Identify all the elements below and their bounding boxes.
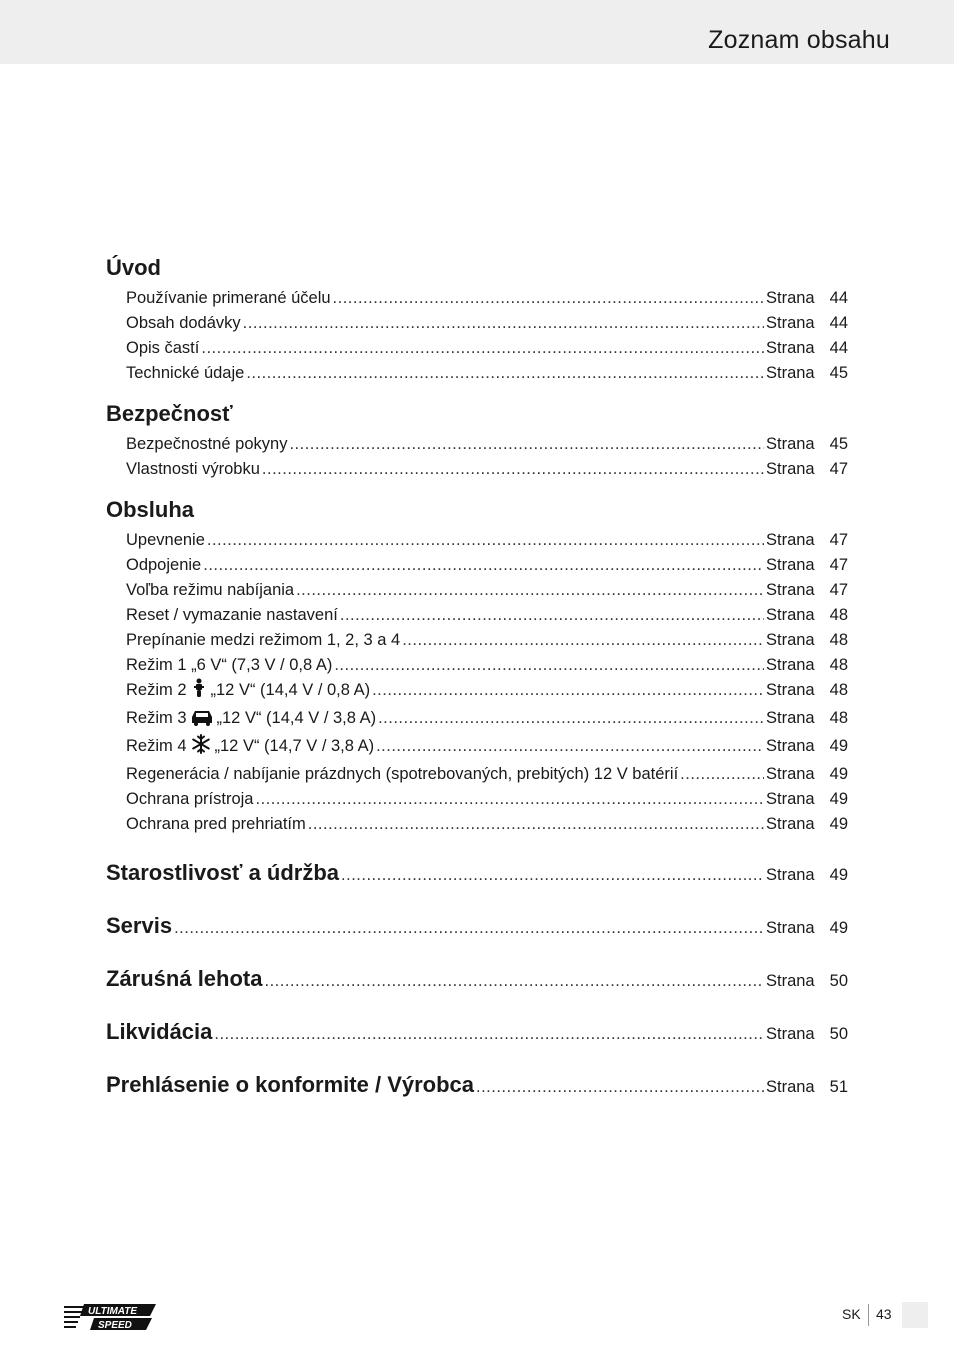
toc-entry-label: Starostlivosť a údržba [106, 860, 340, 885]
page-prefix: Strana [766, 737, 815, 755]
toc-entry-label: Ochrana pred prehriatím [126, 815, 306, 833]
dot-leader [264, 967, 764, 996]
toc-section [106, 400, 848, 482]
dot-leader [243, 311, 764, 336]
page-prefix: Strana [766, 631, 815, 649]
toc-entry[interactable] [106, 336, 848, 361]
toc-page-number: 47 [829, 531, 848, 549]
toc-entry-label: Prehlásenie o konformite / Výrobca [106, 1072, 475, 1097]
dot-leader [289, 432, 764, 457]
language-code: SK [842, 1306, 861, 1322]
page-prefix: Strana [766, 1078, 815, 1096]
toc-entry-label [126, 706, 376, 734]
toc-entry-label: Reset / vymazanie nastavení [126, 606, 338, 624]
car-icon [191, 708, 213, 734]
toc-entry-label: Režim 1 „6 V“ (7,3 V / 0,8 A) [126, 656, 333, 674]
dot-leader [680, 762, 764, 787]
toc-entry-label: Ochrana prístroja [126, 790, 254, 808]
toc-entry[interactable] [106, 311, 848, 336]
page-prefix: Strana [766, 790, 815, 808]
toc-entry[interactable] [106, 653, 848, 678]
toc-entry[interactable] [106, 1017, 848, 1049]
snowflake-icon [191, 734, 211, 762]
toc-entry-label: Upevnenie [126, 531, 205, 549]
toc-entry[interactable] [106, 787, 848, 812]
page-prefix: Strana [766, 556, 815, 574]
dot-leader [308, 812, 764, 837]
toc-page-number: 44 [829, 339, 848, 357]
toc-entry-label [126, 734, 374, 762]
dot-leader [174, 914, 764, 943]
toc-page-number: 44 [829, 289, 848, 307]
section-title[interactable]: Obsluha [106, 497, 195, 522]
toc-entry[interactable] [106, 361, 848, 386]
dot-leader [203, 553, 764, 578]
page-prefix: Strana [766, 1025, 815, 1043]
toc-page-number: 45 [829, 364, 848, 382]
dot-leader [201, 336, 764, 361]
page-prefix: Strana [766, 531, 815, 549]
toc-entry-label [126, 678, 370, 706]
footer-tab [902, 1302, 928, 1328]
page-prefix: Strana [766, 289, 815, 307]
page-prefix: Strana [766, 866, 815, 884]
dot-leader [340, 603, 764, 628]
page-prefix: Strana [766, 681, 815, 699]
page-prefix: Strana [766, 339, 815, 357]
page-title: Zoznam obsahu [708, 26, 890, 54]
toc-entry[interactable] [106, 628, 848, 653]
toc-page-number: 47 [829, 556, 848, 574]
toc-entry-label-pre: Režim 4 [126, 737, 187, 755]
toc-page-number: 45 [829, 435, 848, 453]
toc-page-number: 49 [829, 919, 848, 937]
toc-entry-label: Obsah dodávky [126, 314, 241, 332]
ultimate-speed-logo [64, 1302, 160, 1332]
toc-page-number: 47 [829, 460, 848, 478]
page-prefix: Strana [766, 919, 815, 937]
toc-page-number: 50 [829, 1025, 848, 1043]
toc-entry-label: Technické údaje [126, 364, 245, 382]
toc-page-number: 48 [829, 606, 848, 624]
dot-leader [246, 361, 764, 386]
table-of-contents [106, 254, 848, 1102]
toc-entry-label-pre: Režim 3 [126, 709, 187, 727]
section-title[interactable]: Bezpečnosť [106, 401, 233, 426]
toc-section [106, 496, 848, 837]
toc-entry-label-post: „12 V“ (14,4 V / 3,8 A) [216, 709, 377, 727]
toc-entry-label-pre: Režim 2 [126, 681, 187, 699]
toc-entry-label: Používanie primerané účelu [126, 289, 331, 307]
toc-entry-label: Odpojenie [126, 556, 202, 574]
toc-entry[interactable] [106, 812, 848, 837]
page-prefix: Strana [766, 972, 815, 990]
page-number: 43 [876, 1306, 892, 1322]
toc-entry[interactable] [106, 578, 848, 603]
toc-page-number: 49 [829, 790, 848, 808]
toc-page-number: 49 [829, 815, 848, 833]
footer-divider [868, 1304, 869, 1326]
toc-page-number: 48 [829, 709, 848, 727]
toc-entry-label: Vlastnosti výrobku [126, 460, 260, 478]
toc-page-number: 44 [829, 314, 848, 332]
toc-entry-label: Servis [106, 913, 173, 938]
toc-entry-label-post: „12 V“ (14,4 V / 0,8 A) [210, 681, 371, 699]
toc-entry-label: Bezpečnostné pokyny [126, 435, 288, 453]
toc-page-number: 51 [829, 1078, 848, 1096]
toc-entry[interactable] [106, 1070, 848, 1102]
toc-entry[interactable] [106, 911, 848, 943]
page-prefix: Strana [766, 815, 815, 833]
toc-page-number: 48 [829, 656, 848, 674]
dot-leader [207, 528, 764, 553]
dot-leader [402, 628, 764, 653]
toc-page-number: 47 [829, 581, 848, 599]
toc-page-number: 50 [829, 972, 848, 990]
toc-entry[interactable] [106, 432, 848, 457]
toc-entry-label: Regenerácia / nabíjanie prázdnych (spotrebovaných, prebitých) 12 V batérií [126, 765, 679, 783]
toc-page-number: 48 [829, 681, 848, 699]
toc-entry[interactable] [106, 762, 848, 787]
motorcycle-icon [191, 678, 207, 706]
dot-leader [476, 1073, 764, 1102]
toc-entry[interactable] [106, 678, 848, 706]
dot-leader [262, 457, 764, 482]
dot-leader [333, 286, 764, 311]
toc-entry[interactable] [106, 603, 848, 628]
toc-entry[interactable] [106, 706, 848, 734]
dot-leader [376, 734, 764, 759]
toc-entry[interactable] [106, 734, 848, 762]
toc-entry[interactable] [106, 964, 848, 996]
toc-entry[interactable] [106, 457, 848, 482]
toc-entry-label: Prepínanie medzi režimom 1, 2, 3 a 4 [126, 631, 401, 649]
page-prefix: Strana [766, 314, 815, 332]
toc-entry[interactable] [106, 528, 848, 553]
dot-leader [255, 787, 764, 812]
page-prefix: Strana [766, 765, 815, 783]
logo-text-top: ULTIMATE [88, 1306, 138, 1317]
toc-entry[interactable] [106, 553, 848, 578]
logo-text-bottom: SPEED [98, 1320, 132, 1331]
toc-entry-label-post: „12 V“ (14,7 V / 3,8 A) [214, 737, 375, 755]
section-title[interactable]: Úvod [106, 255, 161, 280]
page-prefix: Strana [766, 435, 815, 453]
toc-entry-label: Voľba režimu nabíjania [126, 581, 295, 599]
dot-leader [341, 861, 764, 890]
dot-leader [334, 653, 764, 678]
page-prefix: Strana [766, 460, 815, 478]
page-prefix: Strana [766, 656, 815, 674]
dot-leader [214, 1020, 764, 1049]
toc-entry-label: Likvidácia [106, 1019, 213, 1044]
toc-entry-label: Opis častí [126, 339, 200, 357]
toc-entry-label: Záruśná lehota [106, 966, 263, 991]
page-prefix: Strana [766, 709, 815, 727]
dot-leader [296, 578, 764, 603]
page-prefix: Strana [766, 581, 815, 599]
toc-page-number: 49 [829, 737, 848, 755]
toc-entry[interactable] [106, 286, 848, 311]
dot-leader [378, 706, 764, 731]
toc-page-number: 48 [829, 631, 848, 649]
dot-leader [372, 678, 764, 703]
page-prefix: Strana [766, 606, 815, 624]
toc-section [106, 254, 848, 386]
page-prefix: Strana [766, 364, 815, 382]
toc-entry[interactable] [106, 858, 848, 890]
toc-page-number: 49 [829, 765, 848, 783]
toc-page-number: 49 [829, 866, 848, 884]
